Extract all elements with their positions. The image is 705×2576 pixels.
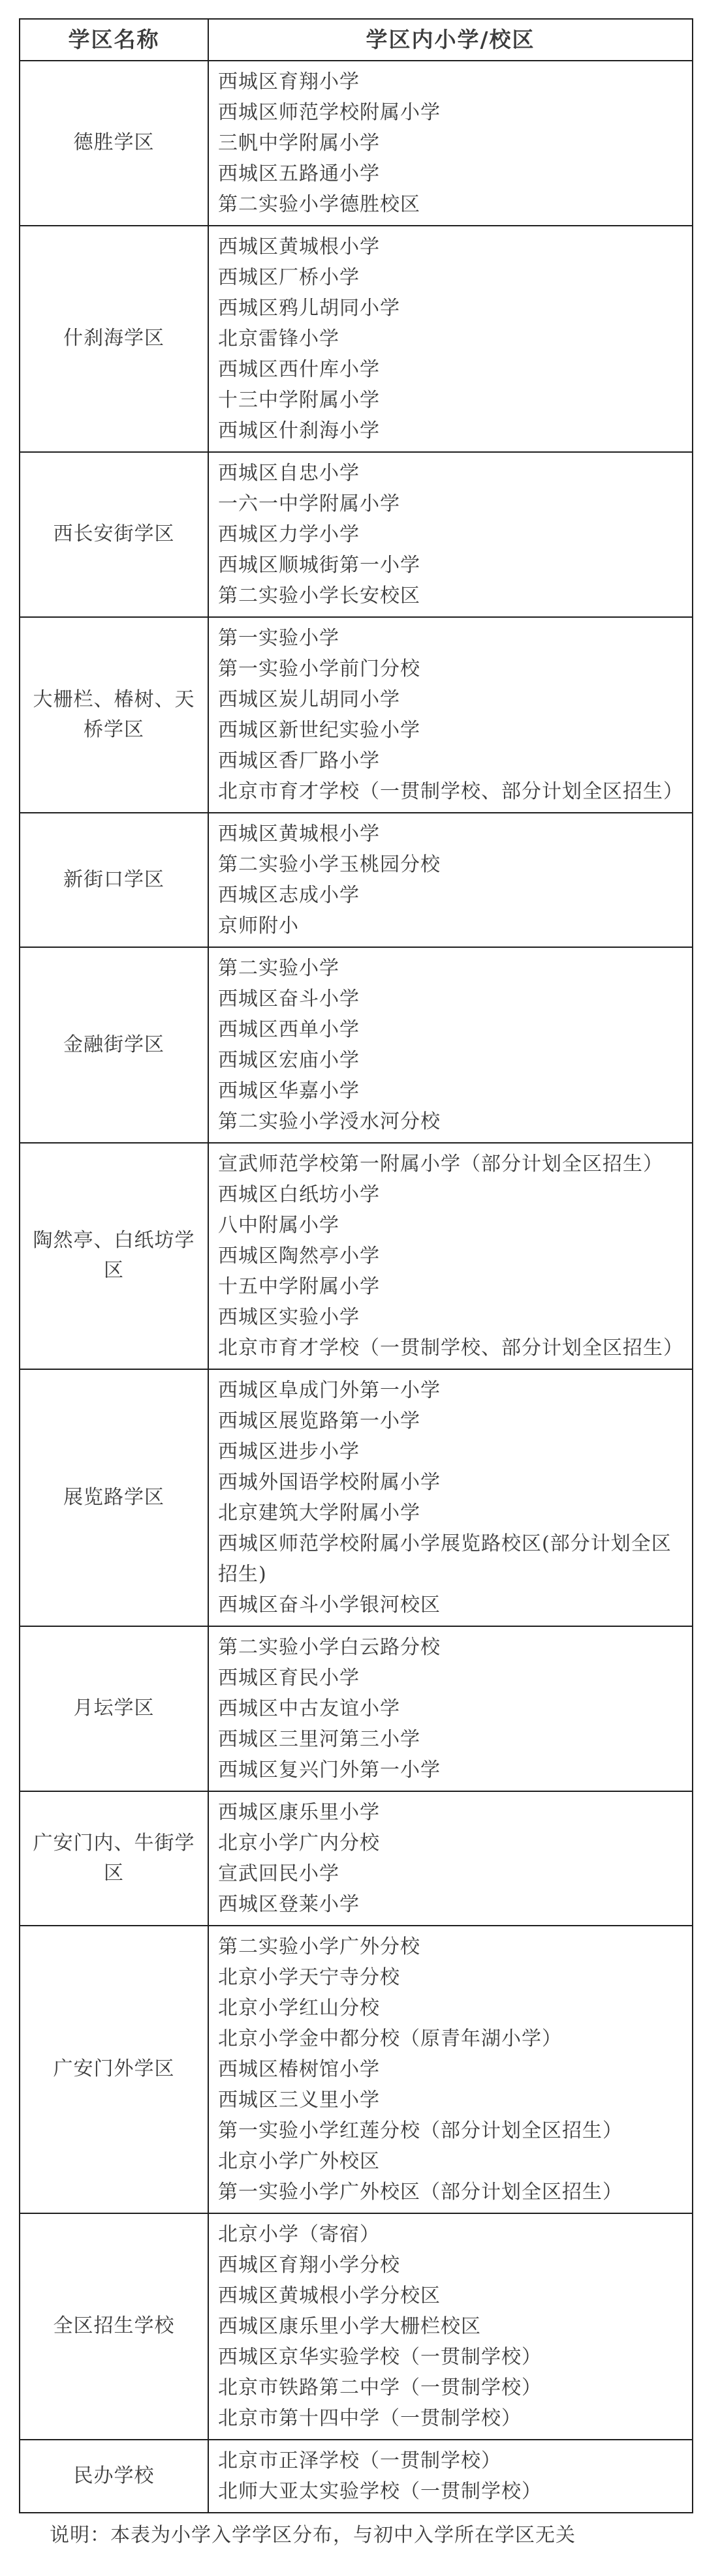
district-row xyxy=(20,226,692,453)
school-item: 西城区进步小学 xyxy=(218,1440,360,1463)
district-name-cell xyxy=(20,61,209,225)
district-name: 广安门内、牛街学区 xyxy=(33,1831,195,1885)
school-item: 西城区白纸坊小学 xyxy=(218,1183,380,1206)
district-row xyxy=(20,2214,692,2440)
school-item: 西城区力学小学 xyxy=(218,523,360,546)
district-name-cell xyxy=(20,1144,209,1369)
school-item: 西城区康乐里小学大栅栏校区 xyxy=(218,2314,481,2338)
schools-list xyxy=(209,226,692,451)
district-name-cell xyxy=(20,453,209,616)
school-item: 西城区奋斗小学银河校区 xyxy=(218,1593,441,1616)
district-name-cell xyxy=(20,2214,209,2439)
schools-list xyxy=(209,948,692,1142)
school-item: 西城区育翔小学分校 xyxy=(218,2253,400,2277)
schools-list xyxy=(209,453,692,616)
school-item: 北京市第十四中学（一贯制学校） xyxy=(218,2406,522,2430)
column-header-district-name: 学区名称 xyxy=(20,20,209,60)
district-name: 展览路学区 xyxy=(63,1485,164,1509)
district-name: 陶然亭、白纸坊学区 xyxy=(33,1229,195,1282)
district-row xyxy=(20,1370,692,1627)
school-item: 西城区新世纪实验小学 xyxy=(218,718,420,742)
school-item: 西城区五路通小学 xyxy=(218,162,380,185)
schools-list xyxy=(209,1792,692,1925)
school-item: 京师附小 xyxy=(218,914,299,937)
school-item: 第一实验小学广外校区（部分计划全区招生） xyxy=(218,2180,623,2204)
district-name: 大栅栏、椿树、天桥学区 xyxy=(33,688,195,741)
school-item: 西城区宏庙小学 xyxy=(218,1048,360,1072)
schools-list xyxy=(209,618,692,812)
column-header-schools: 学区内小学/校区 xyxy=(366,27,535,52)
schools-list xyxy=(209,2214,692,2439)
district-name-cell xyxy=(20,1792,209,1925)
school-item: 第二实验小学长安校区 xyxy=(218,584,420,607)
schools-list xyxy=(209,813,692,947)
school-item: 八中附属小学 xyxy=(218,1213,339,1237)
school-item: 北京小学广外校区 xyxy=(218,2149,380,2173)
school-item: 北京市育才学校（一贯制学校、部分计划全区招生） xyxy=(218,780,683,803)
district-row xyxy=(20,1627,692,1792)
school-item: 一六一中学附属小学 xyxy=(218,492,400,515)
district-name: 民办学校 xyxy=(73,2464,155,2487)
school-item: 宣武师范学校第一附属小学（部分计划全区招生） xyxy=(218,1152,663,1175)
district-name-cell xyxy=(20,813,209,947)
school-item: 第一实验小学前门分校 xyxy=(218,657,420,680)
district-name: 西长安街学区 xyxy=(53,523,175,546)
school-item: 西城区陶然亭小学 xyxy=(218,1244,380,1267)
table-body xyxy=(20,61,692,2512)
district-name-cell xyxy=(20,2440,209,2512)
school-item: 西城区康乐里小学 xyxy=(218,1800,380,1824)
table-header-row xyxy=(20,20,692,61)
district-row xyxy=(20,2440,692,2512)
district-name: 新街口学区 xyxy=(63,868,164,891)
district-name: 广安门外学区 xyxy=(53,2057,175,2081)
school-item: 北京小学（寄宿） xyxy=(218,2222,380,2246)
school-item: 第一实验小学红莲分校（部分计划全区招生） xyxy=(218,2119,623,2142)
district-name-cell xyxy=(20,948,209,1142)
school-item: 第二实验小学玉桃园分校 xyxy=(218,853,441,876)
district-name-cell xyxy=(20,1926,209,2213)
district-name-cell xyxy=(20,226,209,451)
school-item: 第一实验小学 xyxy=(218,626,339,650)
district-name: 月坛学区 xyxy=(73,1697,155,1720)
school-item: 第二实验小学涭水河分校 xyxy=(218,1110,441,1133)
school-item: 北师大亚太实验学校（一贯制学校） xyxy=(218,2479,542,2503)
schools-list xyxy=(209,2440,692,2512)
school-item: 西城区实验小学 xyxy=(218,1305,360,1329)
school-item: 第二实验小学广外分校 xyxy=(218,1935,420,1958)
school-item: 西城区中古友谊小学 xyxy=(218,1697,400,1720)
school-item: 北京建筑大学附属小学 xyxy=(218,1501,420,1524)
school-item: 三帆中学附属小学 xyxy=(218,131,380,155)
school-item: 西城区黄城根小学 xyxy=(218,235,380,258)
school-item: 西城区黄城根小学 xyxy=(218,822,380,845)
district-name: 全区招生学校 xyxy=(53,2314,175,2338)
school-item: 北京雷锋小学 xyxy=(218,327,339,350)
district-row xyxy=(20,1144,692,1370)
school-item: 十三中学附属小学 xyxy=(218,388,380,412)
school-item: 第二实验小学德胜校区 xyxy=(218,192,420,216)
school-item: 西城外国语学校附属小学 xyxy=(218,1470,441,1494)
district-row xyxy=(20,948,692,1144)
school-item: 西城区厂桥小学 xyxy=(218,265,360,289)
district-row xyxy=(20,1926,692,2214)
schools-list xyxy=(209,1144,692,1369)
district-row xyxy=(20,453,692,618)
schools-list xyxy=(209,1627,692,1791)
school-item: 西城区什刹海小学 xyxy=(218,419,380,442)
school-item: 西城区自忠小学 xyxy=(218,461,360,485)
school-item: 西城区师范学校附属小学 xyxy=(218,100,441,124)
school-item: 北京小学广内分校 xyxy=(218,1831,380,1855)
school-item: 北京小学红山分校 xyxy=(218,1996,380,2020)
school-item: 西城区复兴门外第一小学 xyxy=(218,1758,441,1781)
school-item: 西城区香厂路小学 xyxy=(218,749,380,772)
school-item: 西城区三义里小学 xyxy=(218,2088,380,2112)
school-item: 西城区登莱小学 xyxy=(218,1892,360,1916)
school-district-table xyxy=(19,18,693,2513)
district-row xyxy=(20,813,692,948)
district-row xyxy=(20,618,692,813)
school-item: 北京市正泽学校（一贯制学校） xyxy=(218,2449,501,2472)
school-item: 西城区西单小学 xyxy=(218,1018,360,1041)
school-item: 西城区鸦儿胡同小学 xyxy=(218,296,400,320)
district-name-cell xyxy=(20,618,209,812)
school-item: 北京小学金中都分校（原青年湖小学） xyxy=(218,2027,562,2050)
school-item: 西城区顺城街第一小学 xyxy=(218,553,420,577)
school-item: 第二实验小学 xyxy=(218,956,339,980)
school-item: 西城区师范学校附属小学展览路校区(部分计划全区招生) xyxy=(218,1532,672,1586)
school-item: 西城区奋斗小学 xyxy=(218,987,360,1010)
school-item: 西城区志成小学 xyxy=(218,883,360,907)
footnote: 说明：本表为小学入学学区分布，与初中入学所在学区无关 xyxy=(50,2523,576,2547)
district-row xyxy=(20,1792,692,1926)
district-name: 德胜学区 xyxy=(73,131,155,155)
district-name-cell xyxy=(20,1627,209,1791)
school-item: 西城区展览路第一小学 xyxy=(218,1409,420,1432)
school-item: 宣武回民小学 xyxy=(218,1862,339,1885)
district-row xyxy=(20,61,692,226)
schools-list xyxy=(209,61,692,225)
district-name-cell xyxy=(20,1370,209,1626)
schools-list xyxy=(209,1370,692,1626)
school-item: 西城区椿树馆小学 xyxy=(218,2057,380,2081)
school-item: 北京市育才学校（一贯制学校、部分计划全区招生） xyxy=(218,1336,683,1359)
school-item: 北京市铁路第二中学（一贯制学校） xyxy=(218,2376,542,2399)
school-item: 西城区京华实验学校（一贯制学校） xyxy=(218,2345,542,2369)
school-item: 西城区阜成门外第一小学 xyxy=(218,1378,441,1402)
district-name: 什刹海学区 xyxy=(63,327,164,350)
schools-list xyxy=(209,1926,692,2213)
school-item: 第二实验小学白云路分校 xyxy=(218,1635,441,1659)
school-item: 西城区育翔小学 xyxy=(218,70,360,93)
school-item: 西城区西什库小学 xyxy=(218,357,380,381)
school-item: 西城区三里河第三小学 xyxy=(218,1727,420,1751)
school-item: 十五中学附属小学 xyxy=(218,1275,380,1298)
school-item: 西城区育民小学 xyxy=(218,1666,360,1690)
school-item: 西城区炭儿胡同小学 xyxy=(218,688,400,711)
school-item: 北京小学天宁寺分校 xyxy=(218,1965,400,1989)
district-name: 金融街学区 xyxy=(63,1033,164,1056)
school-item: 西城区华嘉小学 xyxy=(218,1079,360,1102)
school-item: 西城区黄城根小学分校区 xyxy=(218,2284,441,2307)
